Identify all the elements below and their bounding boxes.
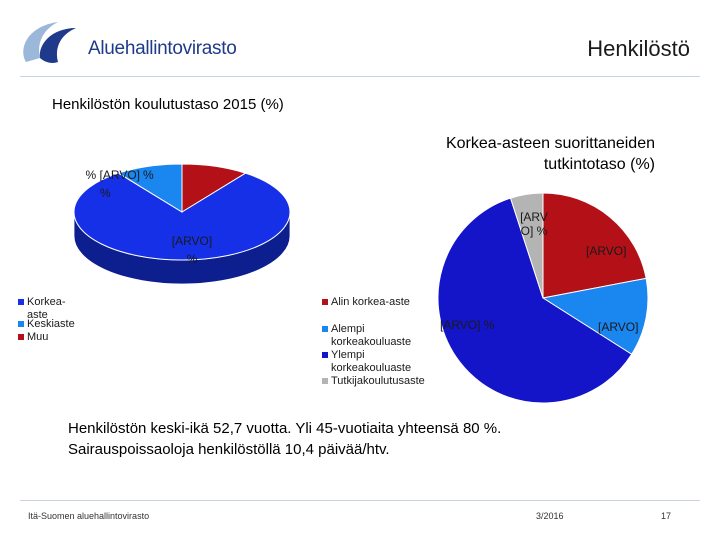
legend-label: Ylempi korkeakouluaste [331, 349, 412, 374]
footer-divider [20, 500, 700, 501]
chart2-label-alempi: [ARVO] [598, 320, 639, 334]
chart1-label-korkea: [ARVO] % [171, 234, 213, 266]
chart2-title: Korkea-asteen suorittaneiden tutkintotaso (%) [445, 135, 655, 173]
legend-swatch [322, 326, 328, 332]
slide-title: Henkilöstö [587, 36, 690, 61]
chart2-legend [322, 296, 442, 388]
legend-swatch [322, 299, 328, 305]
legend-label: Korkea-aste [27, 296, 66, 321]
legend-item [322, 296, 442, 309]
chart2-label-alin: [ARVO] [586, 244, 627, 258]
chart2-label-tutkija: [ARV O] % [520, 210, 548, 238]
footer-date: 3/2016 [536, 511, 564, 521]
summary-line-1: Henkilöstön keski-ikä 52,7 vuotta. Yli 45-vuotiaita yhteensä 80 %. [68, 420, 502, 437]
legend-item [322, 375, 442, 388]
legend-label: Alempi korkeakouluaste [331, 323, 412, 348]
summary-line-2: Sairauspoissaoloja henkilöstöllä 10,4 päivää/htv. [68, 441, 390, 458]
legend-swatch [322, 378, 328, 384]
summary-note [68, 418, 501, 460]
chart1-title: Henkilöstön koulutustaso 2015 (%) [52, 96, 284, 113]
legend-label: Tutkijakoulutusaste [331, 375, 425, 387]
chart1-label-keskiaste: % [100, 186, 111, 200]
legend-swatch [322, 352, 328, 358]
footer-org: Itä-Suomen aluehallintovirasto [28, 511, 150, 521]
legend-label: Keskiaste [27, 318, 75, 330]
legend-item [322, 349, 442, 375]
logo-text: Aluehallintovirasto [88, 38, 237, 59]
chart1-label-muu: [ARVO] % [85, 168, 140, 182]
legend-item [322, 323, 442, 349]
legend-label: Alin korkea-aste [331, 296, 410, 308]
legend-label: Muu [27, 331, 49, 343]
chart2-label-ylempi: [ARVO] % [440, 318, 495, 332]
chart1-label-muu-pct: % [143, 168, 154, 182]
page-number: 17 [661, 511, 672, 521]
